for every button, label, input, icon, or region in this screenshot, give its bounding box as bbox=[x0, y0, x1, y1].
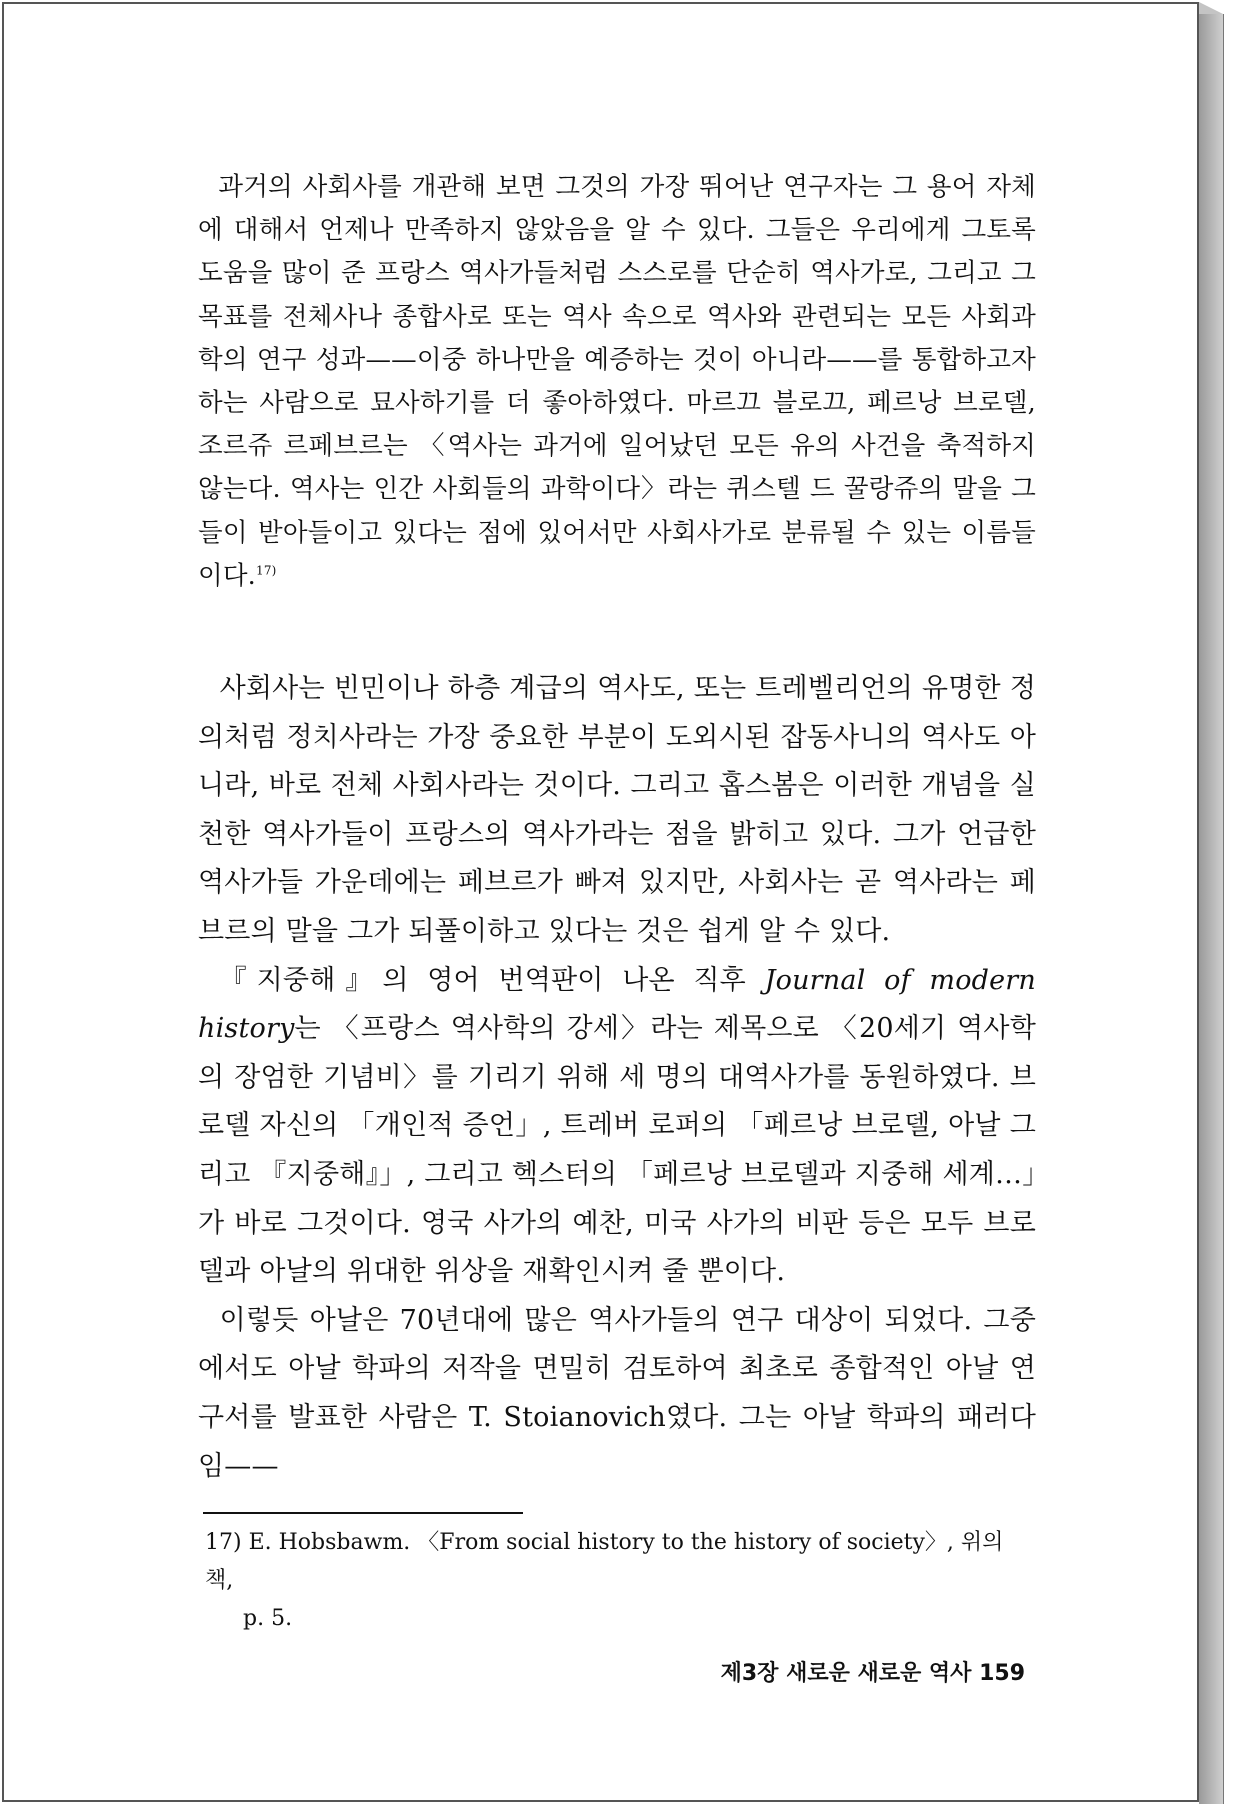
paragraph-1: 과거의 사회사를 개관해 보면 그것의 가장 뛰어난 연구자는 그 용어 자체에 대해서 언제나 만족하지 않았음을 알 수 있다. 그들은 우리에게 그토록 도움을 많이 준 프랑스 역사가들처럼 스스로를 단순히 역사가로, 그리고 그 목표를 전체사나 종합사로 또는 역사 속으로 역사와 관련되는 모든 사회과학의 연구 성과——이중 하나만을 예증하는 것이 아니라——를 통합하고자 하는 사람으로 묘사하기를 더 좋아하였다. 마르끄 블로끄, 페르낭 브로델, 조르쥬 르페브르는 〈역사는 과거에 일어났던 모든 유의 사건을 축적하지 않는다. 역사는 인간 사회들의 과학이다〉라는 퀴스텔 드 꿀랑쥬의 말을 그들이 받아들이고 있다는 점에 있어서만 사회사가로 분류될 수 있는 이름들이다.$^{17)}$ bbox=[198, 172, 1036, 591]
paragraph-3: 『지중해』의 영어 번역판이 나온 직후 Journal of modern history는 〈프랑스 역사학의 강세〉라는 제목으로 〈20세기 역사학의 장엄한 기념비〉를 기리기 위해 세 명의 대역사가를 동원하였다. 브로델 자신의 「개인적 증언」, 트레버 로퍼의 「페르낭 브로델, 아날 그리고 『지중해』」, 그리고 헥스터의 「페르낭 브로델과 지중해 세계…」가 바로 그것이다. 영국 사가의 예찬, 미국 사가의 비판 등은 모두 브로델과 아날의 위대한 위상을 재확인시켜 줄 뿐이다. bbox=[198, 964, 1037, 1288]
running-footer: 제3장 새로운 새로운 역사 159 bbox=[720, 1661, 1025, 1686]
footnote bbox=[205, 1524, 1035, 1638]
page-edge-fold bbox=[1199, 2, 1223, 14]
page-edge-shadow bbox=[1199, 14, 1224, 1804]
journal-title: Journal of modern history bbox=[198, 964, 1037, 1045]
paragraph-4: 이렇듯 아날은 70년대에 많은 역사가들의 연구 대상이 되었다. 그중에서도 아날 학파의 저작을 면밀히 검토하여 최초로 종합적인 아날 연구서를 발표한 사람은 T. Stoianovich였다. 그는 아날 학파의 패러다임—— bbox=[198, 1304, 1036, 1482]
footnote-ref: 17) bbox=[255, 563, 277, 578]
footnote-divider bbox=[203, 1512, 523, 1514]
body-text-lower bbox=[198, 665, 1036, 1491]
footnote-line-1: 17) E. Hobsbawm. 〈From social history to the history of society〉, 위의 책, bbox=[205, 1530, 1004, 1593]
paragraph-2: 사회사는 빈민이나 하층 계급의 역사도, 또는 트레벨리언의 유명한 정의처럼 정치사라는 가장 중요한 부분이 도외시된 잡동사니의 역사도 아니라, 바로 전체 사회사라는 것이다. 그리고 홉스봄은 이러한 개념을 실천한 역사가들이 프랑스의 역사가라는 점을 밝히고 있다. 그가 언급한 역사가들 가운데에는 페브르가 빠져 있지만, 사회사는 곧 역사라는 페브르의 말을 그가 되풀이하고 있다는 것은 쉽게 알 수 있다. bbox=[198, 673, 1036, 947]
footnote-line-2: p. 5. bbox=[243, 1606, 293, 1631]
body-text-upper bbox=[198, 166, 1036, 598]
